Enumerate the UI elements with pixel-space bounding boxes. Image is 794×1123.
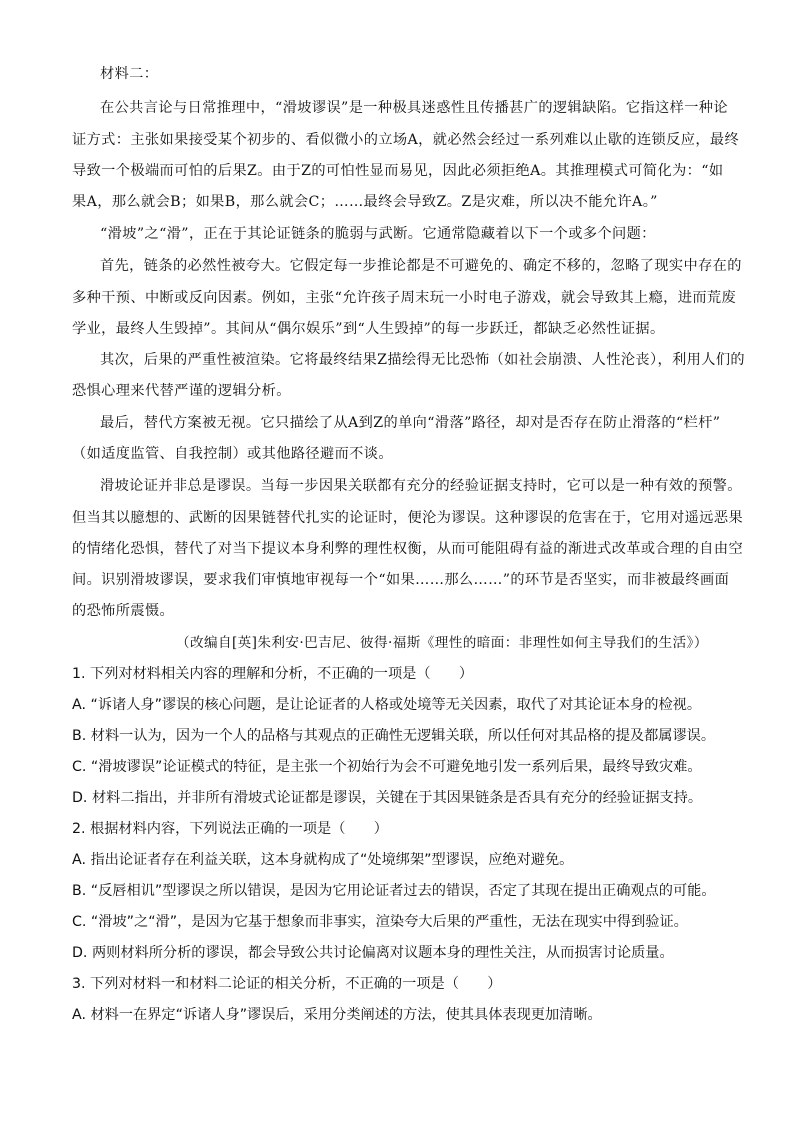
source-citation: （改编自[英]朱利安·巴吉尼、彼得·福斯《理性的暗面：非理性如何主导我们的生活》） <box>176 635 708 651</box>
material-heading: 材料二： <box>100 66 159 82</box>
material-paragraph-2: “滑坡”之“滑”，正在于其论证链条的脆弱与武断。它通常隐藏着以下一个或多个问题： <box>100 226 656 242</box>
text-line: 滑坡论证并非总是谬误。当每一步因果关联都有充分的经验证据支持时，它可以是一种有效的预警。 <box>100 478 742 494</box>
text-line: 果A，那么就会B；如果B，那么就会C；……最终会导致Z。Z是灾难，所以决不能允许A。” <box>72 194 658 210</box>
text-line: 证方式：主张如果接受某个初步的、看似微小的立场A，就必然会经过一系列难以止歇的连锁反应，最终 <box>72 132 740 148</box>
text-line: 其次，后果的严重性被渲染。它将最终结果Z描绘得无比恐怖（如社会崩溃、人性沦丧），利用人们的 <box>100 352 746 368</box>
option-d: D. 两则材料所分析的谬误，都会导致公共讨论偏离对议题本身的理性关注，从而损害讨论质量。 <box>72 945 674 961</box>
text-line: 间。识别滑坡谬误，要求我们审慎地审视每一个“如果……那么……”的环节是否坚实，而非被最终画面 <box>72 572 730 588</box>
option-a: A. “诉诸人身”谬误的核心问题，是让论证者的人格或处境等无关因素，取代了对其论证本身的检视。 <box>72 697 702 713</box>
option-b: B. “反唇相讥”型谬误之所以错误，是因为它用论证者过去的错误，否定了其现在提出正确观点的可能。 <box>72 883 716 899</box>
text-line: 的情绪化恐惧，替代了对当下提议本身利弊的理性权衡，从而可能阻碍有益的渐进式改革或合理的自由空 <box>72 541 744 557</box>
text-line: 但当其以臆想的、武断的因果链替代扎实的论证时，便沦为谬误。这种谬误的危害在于，它用对遥远恶果 <box>72 510 744 526</box>
question-stem: 3. 下列对材料一和材料二论证的相关分析，不正确的一项是（ ） <box>72 976 502 992</box>
option-a: A. 材料一在界定“诉诸人身”谬误后，采用分类阐述的方法，使其具体表现更加清晰。 <box>72 1007 602 1023</box>
option-c: C. “滑坡”之“滑”，是因为它基于想象而非事实，渲染夸大后果的严重性，无法在现实中得到验证。 <box>72 914 688 930</box>
text-line: （如适度监管、自我控制）或其他路径避而不谈。 <box>72 446 393 462</box>
text-line: 导致一个极端而可怕的后果Z。由于Z的可怕性显而易见，因此必须拒绝A。其推理模式可简化为：“如 <box>72 163 724 179</box>
option-c: C. “滑坡谬误”论证模式的特征，是主张一个初始行为会不可避免地引发一系列后果，最终导致灾难。 <box>72 759 702 775</box>
option-b: B. 材料一认为，因为一个人的品格与其观点的正确性无逻辑关联，所以任何对其品格的提及都属谬误。 <box>72 728 716 744</box>
option-a: A. 指出论证者存在利益关联，这本身就构成了“处境绑架”型谬误，应绝对避免。 <box>72 852 574 868</box>
option-d: D. 材料二指出，并非所有滑坡式论证都是谬误，关键在于其因果链条是否具有充分的经验证据支持。 <box>72 790 703 806</box>
text-line: 在公共言论与日常推理中，“滑坡谬误”是一种极具迷惑性且传播甚广的逻辑缺陷。它指这样一种论 <box>100 100 728 116</box>
text-line: 的恐怖所震慑。 <box>72 603 175 619</box>
text-line: 多种干预、中断或反向因素。例如，主张“允许孩子周末玩一小时电子游戏，就会导致其上瘾，进而荒废 <box>72 290 737 306</box>
text-line: 首先，链条的必然性被夸大。它假定每一步推论都是不可避免的、确定不移的，忽略了现实中存在的 <box>100 258 742 274</box>
question-stem: 1. 下列对材料相关内容的理解和分析，不正确的一项是（ ） <box>72 666 474 682</box>
question-stem: 2. 根据材料内容，下列说法正确的一项是（ ） <box>72 821 388 837</box>
text-line: 学业，最终人生毁掉”。其间从“偶尔娱乐”到“人生毁掉”的每一步跃迁，都缺乏必然性证据。 <box>72 321 665 337</box>
text-line: 恐惧心理来代替严谨的逻辑分析。 <box>72 383 291 399</box>
text-line: 最后，替代方案被无视。它只描绘了从A到Z的单向“滑落”路径，却对是否存在防止滑落的“栏杆” <box>100 415 721 431</box>
